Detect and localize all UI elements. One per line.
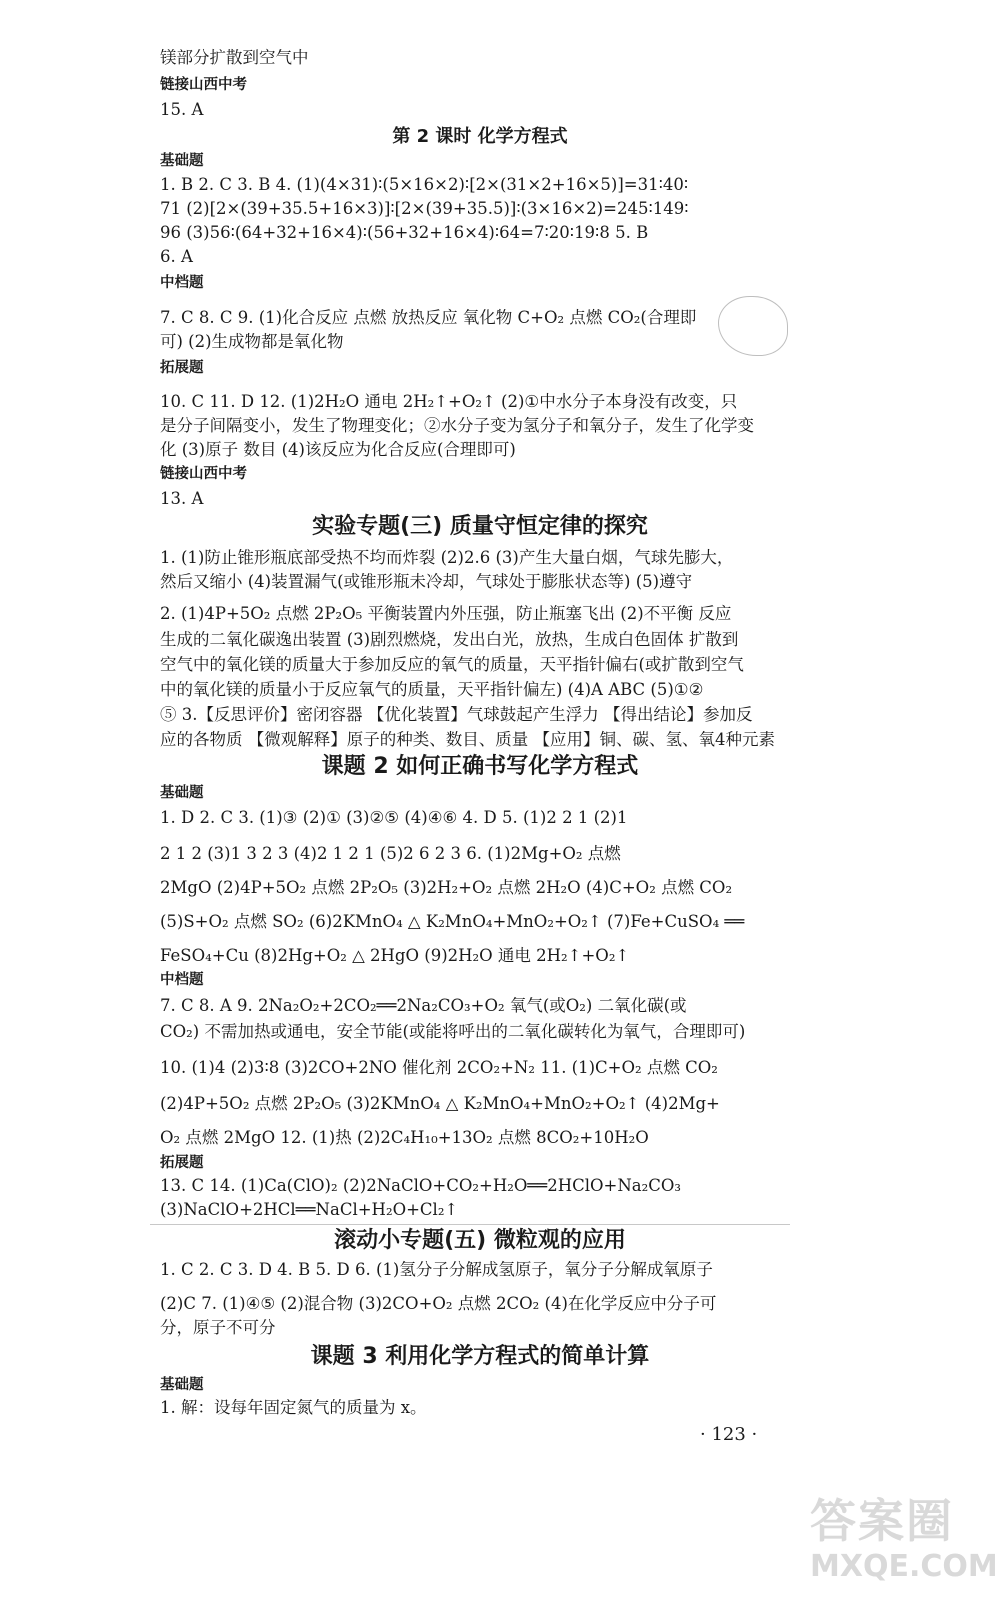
answer-line: 7. C 8. C 9. (1)化合反应 点燃 放热反应 氧化物 C+O₂ 点燃 CO₂(合理即 (160, 308, 697, 327)
page-number: · 123 · (700, 1424, 758, 1445)
answer-line: 71 (2)[2×(39+35.5+16×3)]∶[2×(39+35.5)]∶(3×16×2)=245∶149∶ (160, 199, 689, 218)
answer-line: (2)4P+5O₂ 点燃 2P₂O₅ (3)2KMnO₄ △ K₂MnO₄+MnO₂+O₂↑ (4)2Mg+ (160, 1094, 720, 1113)
answer-line: 96 (3)56∶(64+32+16×4)∶(56+32+16×4)∶64=7∶20∶19∶8 5. B (160, 223, 649, 242)
answer-line: 1. C 2. C 3. D 4. B 5. D 6. (1)氢分子分解成氢原子，氧分子分解成氧原子 (160, 1260, 713, 1279)
answer-line: 15. A (160, 100, 204, 119)
answer-line: 7. C 8. A 9. 2Na₂O₂+2CO₂══2Na₂CO₃+O₂ 氧气(或O₂) 二氧化碳(或 (160, 996, 687, 1015)
answer-line: FeSO₄+Cu (8)2Hg+O₂ △ 2HgO (9)2H₂O 通电 2H₂↑+O₂↑ (160, 946, 630, 965)
answer-line: 1. (1)防止锥形瓶底部受热不均而炸裂 (2)2.6 (3)产生大量白烟，气球先膨大， (160, 548, 734, 567)
heading-topic-2: 课题 2 如何正确书写化学方程式 (321, 754, 639, 779)
answer-line: 2MgO (2)4P+5O₂ 点燃 2P₂O₅ (3)2H₂+O₂ 点燃 2H₂O (4)C+O₂ 点燃 CO₂ (160, 878, 733, 897)
answer-line: 可) (2)生成物都是氧化物 (160, 332, 344, 351)
answer-line: (3)NaClO+2HCl══NaCl+H₂O+Cl₂↑ (160, 1200, 459, 1219)
answer-line: 13. A (160, 489, 204, 508)
answer-line: (5)S+O₂ 点燃 SO₂ (6)2KMnO₄ △ K₂MnO₄+MnO₂+O₂↑ (7)Fe+CuSO₄ ══ (160, 912, 745, 931)
answer-line: 是分子间隔变小，发生了物理变化；②水分子变为氢分子和氧分子，发生了化学变 (160, 416, 754, 435)
section-label-basic: 基础题 (160, 785, 204, 801)
section-label-ext: 拓展题 (160, 1155, 204, 1171)
watermark-logo (790, 1485, 998, 1595)
answer-line: 2 1 2 (3)1 3 2 3 (4)2 1 2 1 (5)2 6 2 3 6. (1)2Mg+O₂ 点燃 (160, 844, 621, 863)
section-label-mid: 中档题 (160, 275, 204, 291)
answer-line: 镁部分扩散到空气中 (160, 48, 309, 67)
answer-line: 分，原子不可分 (160, 1318, 276, 1337)
section-label-mid: 中档题 (160, 972, 204, 988)
answer-line: 中的氧化镁的质量小于反应氧气的质量，天平指针偏左) (4)A ABC (5)①② (160, 680, 704, 699)
answer-line: 应的各物质 【微观解释】原子的种类、数目、质量 【应用】铜、碳、氢、氧4种元素 (160, 730, 775, 749)
heading-rolling-topic-5: 滚动小专题(五) 微粒观的应用 (334, 1228, 626, 1253)
answer-line: (2)C 7. (1)④⑤ (2)混合物 (3)2CO+O₂ 点燃 2CO₂ (4)在化学反应中分子可 (160, 1294, 717, 1313)
answer-line: 10. C 11. D 12. (1)2H₂O 通电 2H₂↑+O₂↑ (2)①中水分子本身没有改变，只 (160, 392, 738, 411)
watermark-url: MXQE.COM (810, 1549, 998, 1584)
answer-line: 1. D 2. C 3. (1)③ (2)① (3)②⑤ (4)④⑥ 4. D 5. (1)2 2 1 (2)1 (160, 808, 628, 827)
heading-topic-3: 课题 3 利用化学方程式的简单计算 (310, 1344, 650, 1369)
answer-line: ⑤ 3.【反思评价】密闭容器 【优化装置】气球鼓起产生浮力 【得出结论】参加反 (160, 705, 753, 724)
section-label-link: 链接山西中考 (160, 466, 247, 482)
section-divider (150, 1224, 790, 1225)
answer-line: 1. 解：设每年固定氮气的质量为 x。 (160, 1398, 427, 1417)
answer-line: 生成的二氧化碳逸出装置 (3)剧烈燃烧，发出白光，放热，生成白色固体 扩散到 (160, 630, 739, 649)
section-label-basic: 基础题 (160, 153, 204, 169)
heading-experiment-3: 实验专题(三) 质量守恒定律的探究 (312, 514, 648, 539)
answer-line: 6. A (160, 247, 193, 266)
answer-line: 1. B 2. C 3. B 4. (1)(4×31)∶(5×16×2)∶[2×(31×2+16×5)]=31∶40∶ (160, 175, 689, 194)
answer-line: 空气中的氧化镁的质量大于参加反应的氧气的质量，天平指针偏右(或扩散到空气 (160, 655, 744, 674)
heading-lesson-2: 第 2 课时 化学方程式 (392, 126, 568, 147)
answer-line: 然后又缩小 (4)装置漏气(或锥形瓶未冷却，气球处于膨胀状态等) (5)遵守 (160, 572, 693, 591)
section-label-basic: 基础题 (160, 1377, 204, 1393)
answer-line: 化 (3)原子 数目 (4)该反应为化合反应(合理即可) (160, 440, 516, 459)
answer-line: O₂ 点燃 2MgO 12. (1)热 (2)2C₄H₁₀+13O₂ 点燃 8CO₂+10H₂O (160, 1128, 649, 1147)
answer-line: 10. (1)4 (2)3∶8 (3)2CO+2NO 催化剂 2CO₂+N₂ 11. (1)C+O₂ 点燃 CO₂ (160, 1058, 718, 1077)
answer-line: 2. (1)4P+5O₂ 点燃 2P₂O₅ 平衡装置内外压强，防止瓶塞飞出 (2)不平衡 反应 (160, 604, 732, 623)
section-label-link: 链接山西中考 (160, 77, 247, 93)
watermark-text: 答案圈 (810, 1494, 954, 1548)
section-label-ext: 拓展题 (160, 360, 204, 376)
answer-line: CO₂) 不需加热或通电，安全节能(或能将呼出的二氧化碳转化为氧气，合理即可) (160, 1022, 746, 1041)
answer-line: 13. C 14. (1)Ca(ClO)₂ (2)2NaClO+CO₂+H₂O══2HClO+Na₂CO₃ (160, 1176, 682, 1195)
